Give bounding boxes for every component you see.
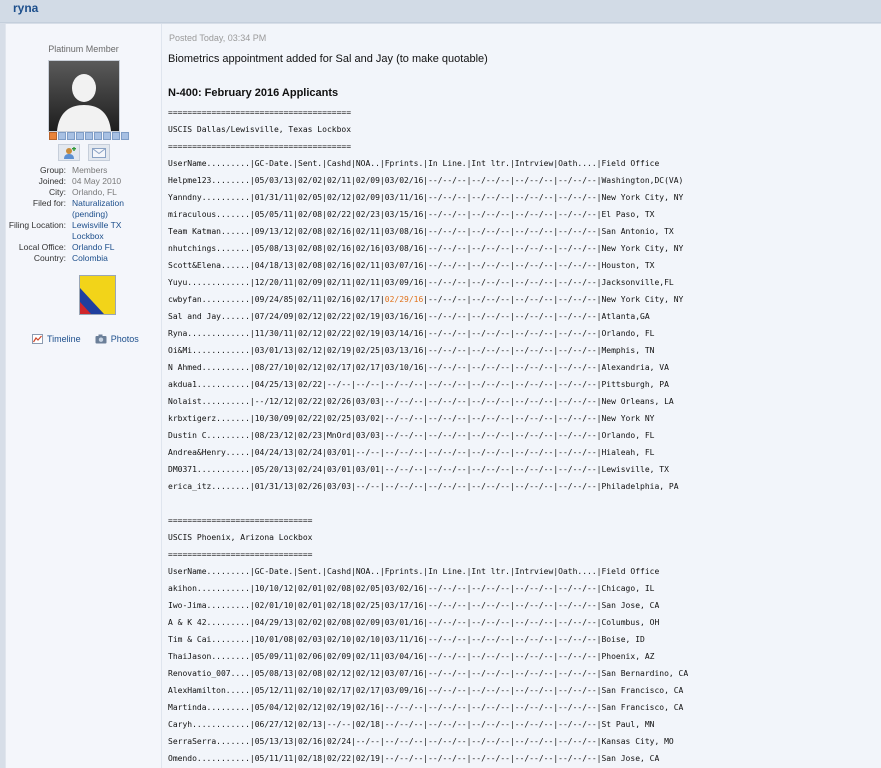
section-rule: ====================================== xyxy=(168,108,352,117)
author-detail-value[interactable]: Lewisville TX Lockbox xyxy=(72,220,122,241)
reputation-pip xyxy=(49,132,57,140)
author-panel xyxy=(6,24,162,768)
reputation-pip xyxy=(112,132,120,140)
default-avatar-icon xyxy=(49,61,119,131)
author-details xyxy=(6,165,161,264)
author-detail-key: Filed for: xyxy=(32,198,66,208)
table-row: erica_itz........|01/31/13|02/26|03/03|--/--|--/--/--|--/--/--|--/--/--|--/--/--|--/--/--|Philadelphia, PA xyxy=(168,482,679,491)
photos-label: Photos xyxy=(110,334,139,344)
author-detail-row xyxy=(6,198,161,220)
table-row: Tim & Cai........|10/01/08|02/03|02/10|02/10|03/11/16|--/--/--|--/--/--|--/--/--|--/--/--|Boise, ID xyxy=(168,635,645,644)
table-row: Helpme123........|05/03/13|02/02|02/11|02/09|03/02/16|--/--/--|--/--/--|--/--/--|--/--/--|Washington,DC(VA) xyxy=(168,176,684,185)
table-row: SerraSerra.......|05/13/13|02/16|02/24|--/--|--/--/--|--/--/--|--/--/--|--/--/--|--/--/--|Kansas City, MO xyxy=(168,737,674,746)
table-row: Caryh............|06/27/12|02/13|--/--|02/18|--/--/--|--/--/--|--/--/--|--/--/--|--/--/--|St Paul, MN xyxy=(168,720,655,729)
table-row: Omendo...........|05/11/11|02/18|02/22|02/19|--/--/--|--/--/--|--/--/--|--/--/--|--/--/--|San Jose, CA xyxy=(168,754,660,763)
add-friend-button[interactable] xyxy=(58,144,80,161)
reputation-pip xyxy=(94,132,102,140)
author-detail-value: Orlando, FL xyxy=(72,187,117,197)
post-timestamp: Posted Today, 03:34 PM xyxy=(169,33,267,43)
author-detail-row xyxy=(6,165,161,176)
post-header-bar xyxy=(0,0,881,23)
avatar[interactable] xyxy=(48,60,120,132)
table-row: N Ahmed..........|08/27/10|02/12|02/17|02/17|03/10/16|--/--/--|--/--/--|--/--/--|--/--/--|Alexandria, VA xyxy=(168,363,669,372)
post-intro-text: Biometrics appointment added for Sal and Jay (to make quotable) xyxy=(168,53,488,65)
table-row: miraculous.......|05/05/11|02/08|02/22|02/23|03/15/16|--/--/--|--/--/--|--/--/--|--/--/--|El Paso, TX xyxy=(168,210,655,219)
table-row: Martinda.........|05/04/12|02/12|02/19|02/16|--/--/--|--/--/--|--/--/--|--/--/--|--/--/--|San Francisco, CA xyxy=(168,703,684,712)
reputation-bar xyxy=(49,132,129,140)
table-row: Renovatio_007....|05/08/13|02/08|02/12|02/12|03/07/16|--/--/--|--/--/--|--/--/--|--/--/--|San Bernardino, CA xyxy=(168,669,689,678)
blank-line xyxy=(168,495,688,512)
colombia-flag-icon xyxy=(80,276,115,314)
author-links xyxy=(32,334,139,344)
reputation-pip xyxy=(85,132,93,140)
timeline-link[interactable] xyxy=(32,334,81,344)
highlighted-date: 02/29/16 xyxy=(384,295,424,304)
post-container xyxy=(5,24,881,768)
table-row: Yuyu.............|12/20/11|02/09|02/11|02/11|03/09/16|--/--/--|--/--/--|--/--/--|--/--/--|Jacksonville,FL xyxy=(168,278,674,287)
applicant-table xyxy=(168,104,688,767)
author-detail-row xyxy=(6,220,161,242)
row-text: |--/--/--|--/--/--|--/--/--|--/--/--|New York City, NY xyxy=(423,295,684,304)
table-row: A & K 42.........|04/29/13|02/02|02/08|02/09|03/01/16|--/--/--|--/--/--|--/--/--|--/--/--|Columbus, OH xyxy=(168,618,660,627)
author-detail-key: Group: xyxy=(40,165,66,175)
table-row: akdua1...........|04/25/13|02/22|--/--|--/--|--/--/--|--/--/--|--/--/--|--/--/--|--/--/--|Pittsburgh, PA xyxy=(168,380,669,389)
table-row: ThaiJason........|05/09/11|02/06|02/09|02/11|03/04/16|--/--/--|--/--/--|--/--/--|--/--/--|Phoenix, AZ xyxy=(168,652,655,661)
profile-action-buttons xyxy=(58,144,110,161)
author-detail-key: Filing Location: xyxy=(8,220,66,230)
post-heading: N-400: February 2016 Applicants xyxy=(168,87,339,99)
section-title: USCIS Phoenix, Arizona Lockbox xyxy=(168,533,313,542)
photos-link[interactable] xyxy=(95,334,139,344)
table-row: krbxtigerz.......|10/30/09|02/22|02/25|03/02|--/--/--|--/--/--|--/--/--|--/--/--|--/--/--|New York NY xyxy=(168,414,655,423)
reputation-pip xyxy=(103,132,111,140)
chart-icon xyxy=(32,334,43,344)
author-detail-row xyxy=(6,176,161,187)
reputation-pip xyxy=(76,132,84,140)
table-row: Dustin C.........|08/23/12|02/23|MnOrd|03/03|--/--/--|--/--/--|--/--/--|--/--/--|--/--/--|Orlando, FL xyxy=(168,431,655,440)
username-link[interactable]: ryna xyxy=(13,1,39,15)
table-row: akihon...........|10/10/12|02/01|02/08|02/05|03/02/16|--/--/--|--/--/--|--/--/--|--/--/--|Chicago, IL xyxy=(168,584,655,593)
camera-icon xyxy=(95,334,107,344)
table-row: Team Katman......|09/13/12|02/08|02/16|02/11|03/08/16|--/--/--|--/--/--|--/--/--|--/--/--|San Antonio, TX xyxy=(168,227,674,236)
table-row: Ryna.............|11/30/11|02/12|02/22|02/19|03/14/16|--/--/--|--/--/--|--/--/--|--/--/--|Orlando, FL xyxy=(168,329,655,338)
section-rule: ====================================== xyxy=(168,142,352,151)
author-detail-row xyxy=(6,187,161,198)
table-header-row: UserName.........|GC-Date.|Sent.|Cashd|NOA..|Fprints.|In Line.|Int ltr.|Intrview|Oath....|Field Office xyxy=(168,567,660,576)
author-detail-value: Members xyxy=(72,165,108,175)
user-add-icon xyxy=(62,147,76,159)
table-row: Yanndny..........|01/31/11|02/05|02/12|02/09|03/11/16|--/--/--|--/--/--|--/--/--|--/--/--|New York City, NY xyxy=(168,193,684,202)
country-flag xyxy=(79,275,116,315)
author-detail-key: Country: xyxy=(33,253,66,263)
table-row xyxy=(168,291,688,308)
reputation-pip xyxy=(58,132,66,140)
section-title: USCIS Dallas/Lewisville, Texas Lockbox xyxy=(168,125,352,134)
table-header-row: UserName.........|GC-Date.|Sent.|Cashd|NOA..|Fprints.|In Line.|Int ltr.|Intrview|Oath....|Field Office xyxy=(168,159,660,168)
member-title: Platinum Member xyxy=(48,44,119,54)
table-row: DM0371...........|05/20/13|02/24|03/01|03/01|--/--/--|--/--/--|--/--/--|--/--/--|--/--/--|Lewisville, TX xyxy=(168,465,669,474)
table-row: Andrea&Henry.....|04/24/13|02/24|03/01|--/--|--/--/--|--/--/--|--/--/--|--/--/--|--/--/--|Hialeah, FL xyxy=(168,448,655,457)
table-row: Sal and Jay......|07/24/09|02/12|02/22|02/19|03/16/16|--/--/--|--/--/--|--/--/--|--/--/--|Atlanta,GA xyxy=(168,312,650,321)
reputation-pip xyxy=(67,132,75,140)
author-detail-row xyxy=(6,242,161,253)
envelope-icon xyxy=(92,148,106,158)
table-row: AlexHamilton.....|05/12/11|02/10|02/17|02/17|03/09/16|--/--/--|--/--/--|--/--/--|--/--/--|San Francisco, CA xyxy=(168,686,684,695)
author-detail-key: Local Office: xyxy=(18,242,66,252)
table-row: Scott&Elena......|04/18/13|02/08|02/16|02/11|03/07/16|--/--/--|--/--/--|--/--/--|--/--/--|Houston, TX xyxy=(168,261,655,270)
author-detail-key: Joined: xyxy=(38,176,66,186)
send-message-button[interactable] xyxy=(88,144,110,161)
reputation-pip xyxy=(121,132,129,140)
timeline-label: Timeline xyxy=(47,334,81,344)
post-content xyxy=(168,24,878,768)
author-detail-value[interactable]: Orlando FL xyxy=(72,242,115,252)
table-row: nhutchings.......|05/08/13|02/08|02/16|02/16|03/08/16|--/--/--|--/--/--|--/--/--|--/--/--|New York City, NY xyxy=(168,244,684,253)
author-detail-value[interactable]: Naturalization (pending) xyxy=(72,198,124,219)
author-detail-row xyxy=(6,253,161,264)
section-rule: ============================== xyxy=(168,516,313,525)
author-detail-key: City: xyxy=(49,187,66,197)
table-row: Nolaist..........|--/12/12|02/22|02/26|03/03|--/--/--|--/--/--|--/--/--|--/--/--|--/--/--|New Orleans, LA xyxy=(168,397,674,406)
section-rule: ============================== xyxy=(168,550,313,559)
table-row: Oi&Mi............|03/01/13|02/12|02/19|02/25|03/13/16|--/--/--|--/--/--|--/--/--|--/--/--|Memphis, TN xyxy=(168,346,655,355)
table-row: Iwo-Jima.........|02/01/10|02/01|02/18|02/25|03/17/16|--/--/--|--/--/--|--/--/--|--/--/--|San Jose, CA xyxy=(168,601,660,610)
author-detail-value: 04 May 2010 xyxy=(72,176,122,186)
author-detail-value[interactable]: Colombia xyxy=(72,253,108,263)
row-text: cwbyfan..........|09/24/85|02/11|02/16|02/17| xyxy=(168,295,385,304)
